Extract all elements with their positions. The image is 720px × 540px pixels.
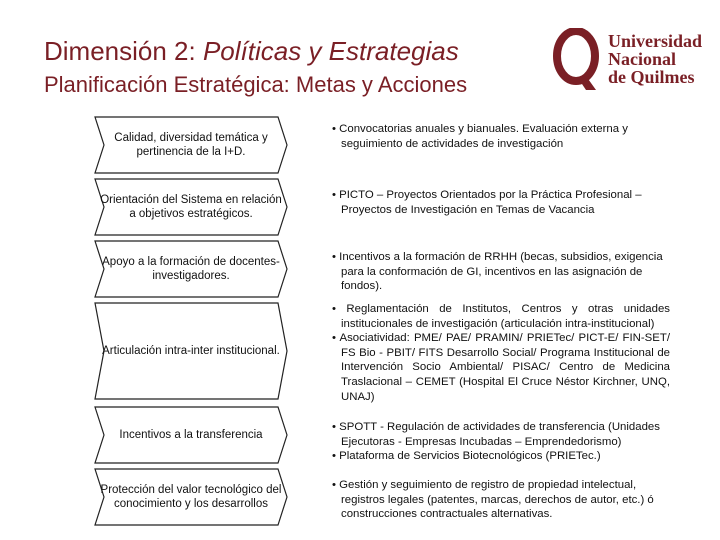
row-6-item-1: • Gestión y seguimiento de registro de propiedad intelectual, registros legales (patentes, marcas, derechos de autor, etc.) ó construcciones contractuales alternativas. [332, 479, 654, 521]
chevron-row-2 [94, 178, 288, 236]
row-1-label: Calidad, diversidad temática y pertinencia de la I+D. [114, 132, 268, 158]
chevron-row-5 [94, 406, 288, 464]
logo-line-3: de Quilmes [608, 67, 695, 87]
row-6-label: Protección del valor tecnológico del conocimiento y los desarrollos [100, 484, 282, 510]
row-3-item-1: • Incentivos a la formación de RRHH (becas, subsidios, exigencia para la conformación de GI, incentivos en las asignación de fondos). [332, 251, 663, 293]
row-1-item-1: • Convocatorias anuales y bianuales. Evaluación externa y seguimiento de actividades de investigación [332, 123, 628, 150]
page-title [44, 36, 459, 67]
logo-line-1: Universidad [608, 31, 703, 51]
row-4-label: Articulación intra-inter institucional. [102, 345, 280, 357]
title-emphasis: Políticas y Estrategias [202, 36, 459, 66]
chevron-row-1 [94, 116, 288, 174]
q-logo-icon [552, 28, 600, 92]
row-6-description [332, 478, 670, 522]
row-1-description [332, 122, 670, 151]
row-5-item-1: • SPOTT - Regulación de actividades de transferencia (Unidades Ejecutoras - Empresas Incubadas – Emprendedorismo) [332, 421, 660, 448]
title-prefix: Dimensión 2: [44, 36, 203, 66]
chevron-row-3 [94, 240, 288, 298]
logo-text [608, 32, 702, 86]
page-subtitle: Planificación Estratégica: Metas y Acciones [44, 72, 468, 97]
row-3-description [332, 250, 670, 294]
logo-line-2: Nacional [608, 49, 677, 69]
row-5-item-2: • Plataforma de Servicios Biotecnológicos (PRIETec.) [332, 450, 601, 463]
chevron-row-4 [94, 302, 288, 400]
chevron-row-6 [94, 468, 288, 526]
row-5-label: Incentivos a la transferencia [119, 429, 263, 441]
row-5-description [332, 420, 670, 464]
row-4-description [332, 302, 670, 404]
row-2-label: Orientación del Sistema en relación a objetivos estratégicos. [100, 194, 282, 220]
row-2-item-1: • PICTO – Proyectos Orientados por la Práctica Profesional – Proyectos de Investigación en Temas de Vacancia [332, 189, 642, 216]
row-4-item-2: • Asociatividad: PME/ PAE/ PRAMIN/ PRIETec/ PICT-E/ FIN-SET/ FS Bio - PBIT/ FITS Desarrollo Social/ Programa Institucional de Intervención Socio Ambiental/ PISAC/ Centro de Medicina Traslacional – CEMET (Hospital El Cruce Néstor Kirchner, UNQ, UNAJ) [332, 332, 670, 403]
row-3-label: Apoyo a la formación de docentes-investigadores. [102, 256, 280, 282]
row-4-item-1: • Reglamentación de Institutos, Centros y otras unidades institucionales de investigación (articulación intra-institucional) [332, 303, 670, 330]
university-logo [552, 28, 702, 92]
row-2-description [332, 188, 670, 217]
